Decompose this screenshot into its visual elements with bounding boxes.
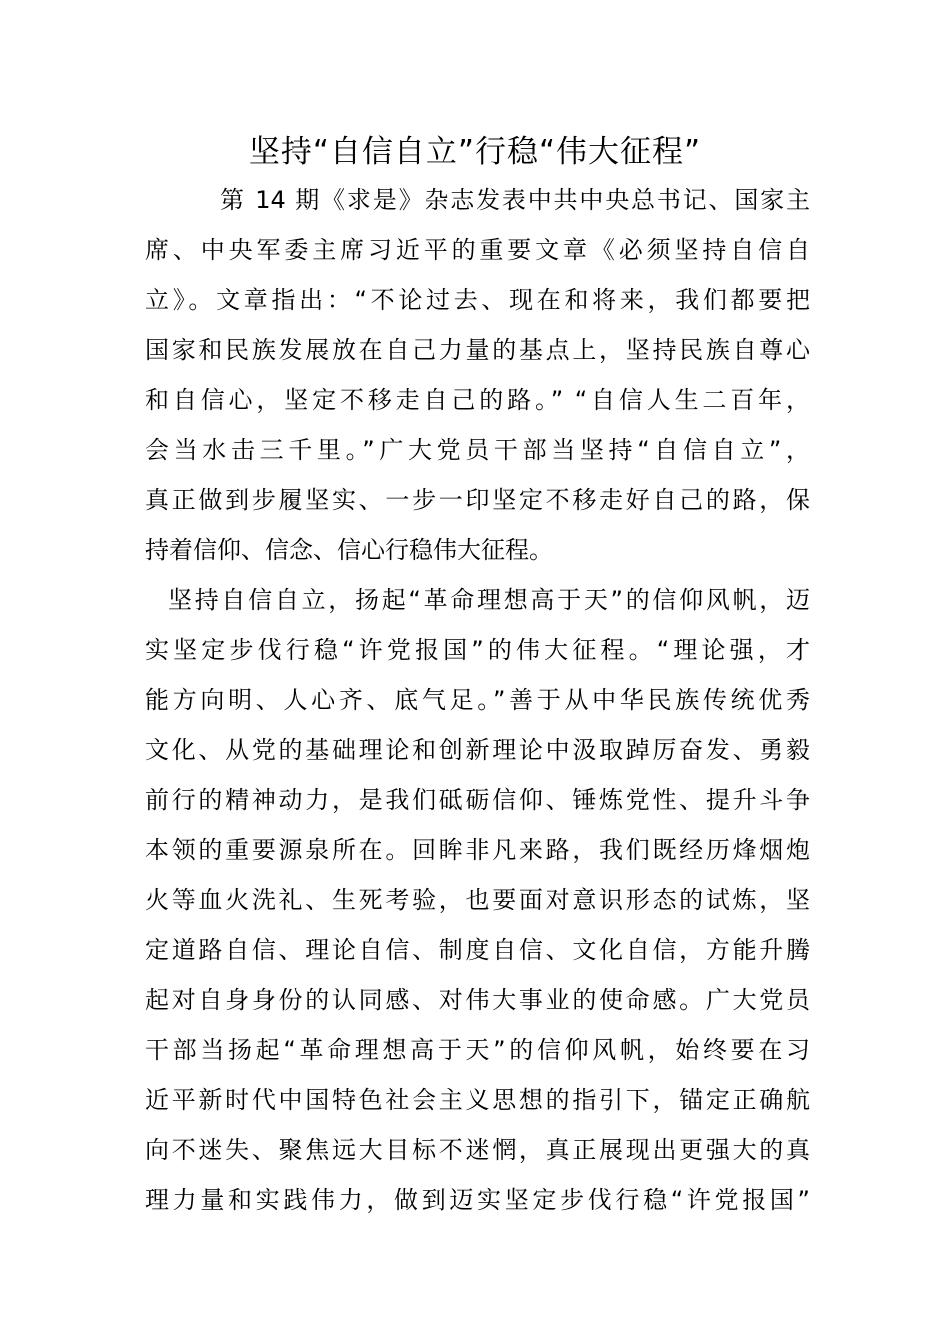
text-line: 第 14 期《求是》杂志发表中共中央总书记、国家主 xyxy=(220,186,810,214)
text-line: 实坚定步伐行稳“许党报国”的伟大征程。“理论强，才 xyxy=(145,636,810,664)
text-line: 会当水击三千里。”广大党员干部当坚持“自信自立”， xyxy=(145,436,810,464)
text-line: 和自信心，坚定不移走自己的路。” “自信人生二百年， xyxy=(145,386,810,414)
text-line: 起对自身身份的认同感、对伟大事业的使命感。广大党员 xyxy=(145,986,810,1014)
text-line: 本领的重要源泉所在。回眸非凡来路，我们既经历烽烟炮 xyxy=(145,836,810,864)
document-title: 坚持“自信自立”行稳“伟大征程” xyxy=(248,134,702,170)
text-line: 席、中央军委主席习近平的重要文章《必须坚持自信自 xyxy=(145,236,810,264)
text-line: 干部当扬起“革命理想高于天”的信仰风帆，始终要在习 xyxy=(145,1036,810,1064)
text-line: 真正做到步履坚实、一步一印坚定不移走好自己的路，保 xyxy=(145,486,810,514)
text-line: 定道路自信、理论自信、制度自信、文化自信，方能升腾 xyxy=(145,936,810,964)
text-line: 持着信仰、信念、信心行稳伟大征程。 xyxy=(145,536,553,564)
text-line: 前行的精神动力，是我们砥砺信仰、锤炼党性、提升斗争 xyxy=(145,786,810,814)
text-line: 火等血火洗礼、生死考验，也要面对意识形态的试炼，坚 xyxy=(145,886,810,914)
text-line: 理力量和实践伟力，做到迈实坚定步伐行稳“许党报国” xyxy=(145,1186,810,1214)
text-line: 文化、从党的基础理论和创新理论中汲取踔厉奋发、勇毅 xyxy=(145,736,810,764)
text-line: 坚持自信自立，扬起“革命理想高于天”的信仰风帆，迈 xyxy=(168,586,810,614)
text-line: 近平新时代中国特色社会主义思想的指引下，锚定正确航 xyxy=(145,1086,810,1114)
text-line: 能方向明、人心齐、底气足。”善于从中华民族传统优秀 xyxy=(145,686,810,714)
text-line: 向不迷失、聚焦远大目标不迷惘，真正展现出更强大的真 xyxy=(145,1136,810,1164)
text-line: 立》。文章指出：“不论过去、现在和将来，我们都要把 xyxy=(145,286,810,314)
text-line: 国家和民族发展放在自己力量的基点上，坚持民族自尊心 xyxy=(145,336,810,364)
